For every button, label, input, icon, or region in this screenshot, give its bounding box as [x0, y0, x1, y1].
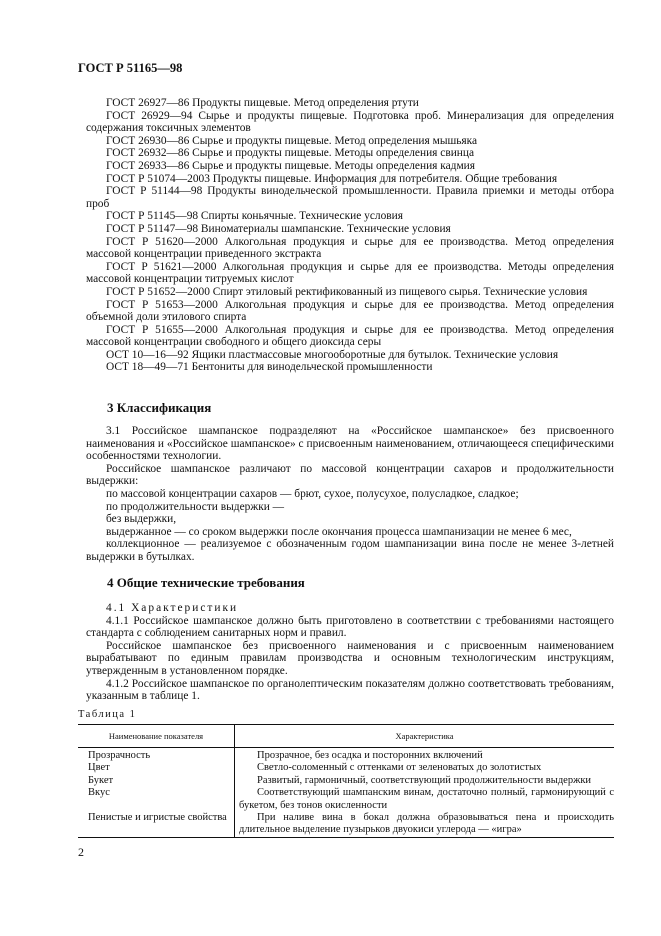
section-4-heading: 4 Общие технические требования [107, 575, 305, 590]
table-cell: Соответствующий шампанским винам, достаточно полный, гармонирующий с букетом, без тонов окисленности [239, 787, 614, 811]
reference-item: ГОСТ Р 51144—98 Продукты винодельческой промышленности. Правила приемки и методы отбора проб [86, 185, 614, 210]
table-row [78, 775, 614, 787]
table-cell: Вкус [78, 787, 235, 812]
paragraph: 4.1.2 Российское шампанское по органолептическим показателям должно соответствовать требованиям, указанным в таблице 1. [86, 677, 614, 703]
table-cell: Прозрачность [78, 748, 235, 763]
table-cell: Цвет [78, 762, 235, 774]
page-number: 2 [78, 845, 84, 859]
paragraph: Российское шампанское без присвоенного наименования и с присвоенным наименованием вырабатывают по единым правилам производства и основным технологическим инструкциям, утвержденным в установленном порядке. [86, 639, 614, 677]
reference-item: ГОСТ Р 51620—2000 Алкогольная продукция и сырье для ее производства. Метод определения массовой концентрации приведенного экстракта [86, 235, 614, 261]
table-header: Характеристика [235, 725, 615, 748]
paragraph: выдержанное — со сроком выдержки после окончания процесса шампанизации не менее 6 мес, [106, 525, 572, 538]
paragraph: 4.1.1 Российское шампанское должно быть приготовлено в соответствии с требованиями настоящего стандарта с соблюдением санитарных норм и правил. [86, 614, 614, 640]
table-row [78, 762, 614, 774]
subheading: 4.1 Характеристики [106, 602, 239, 614]
table-cell: Пенистые и игристые свойства [78, 812, 235, 837]
section-4-body [86, 602, 614, 703]
reference-item: ГОСТ Р 51653—2000 Алкогольная продукция и сырье для ее производства. Метод определения объемной доли этилового спирта [86, 298, 614, 324]
table-cell: Букет [78, 775, 235, 787]
reference-item: ГОСТ Р 51652—2000 Спирт этиловый ректификованный из пищевого сырья. Технические условия [106, 285, 588, 298]
table-header: Наименование показателя [78, 725, 235, 748]
table-row [78, 787, 614, 812]
reference-item: ГОСТ Р 51074—2003 Продукты пищевые. Информация для потребителя. Общие требования [106, 172, 558, 185]
reference-item: ГОСТ 26927—86 Продукты пищевые. Метод определения ртути [106, 97, 419, 109]
table-row [78, 812, 614, 837]
references-list [86, 97, 614, 374]
table-cell: Развитый, гармоничный, соответствующий продолжительности выдержки [257, 774, 592, 786]
running-header: ГОСТ Р 51165—98 [78, 61, 183, 75]
paragraph: Российское шампанское различают по массовой концентрации сахаров и продолжительности выдержки: [86, 462, 614, 488]
paragraph: по массовой концентрации сахаров — брют, сухое, полусухое, полусладкое, сладкое; [106, 487, 519, 500]
table-cell: Прозрачное, без осадка и посторонних включений [257, 750, 483, 761]
reference-item: ГОСТ Р 51147—98 Виноматериалы шампанские. Технические условия [106, 222, 451, 235]
reference-item: ГОСТ 26929—94 Сырье и продукты пищевые. Подготовка проб. Минерализация для определения содержания токсичных элементов [86, 109, 614, 135]
reference-item: ОСТ 18—49—71 Бентониты для винодельческой промышленности [106, 361, 433, 374]
reference-item: ГОСТ Р 51621—2000 Алкогольная продукция и сырье для ее производства. Методы определения массовой концентрации титруемых кислот [86, 260, 614, 286]
reference-item: ГОСТ 26933—86 Сырье и продукты пищевые. Методы определения кадмия [106, 159, 476, 172]
table-cell: Светло-соломенный с оттенками от зеленоватых до золотистых [257, 762, 542, 774]
paragraph: коллекционное — реализуемое с обозначенным годом шампанизации вина после не менее 3-летней выдержки в бутылках. [86, 538, 614, 563]
reference-item: ГОСТ 26932—86 Сырье и продукты пищевые. Методы определения свинца [106, 147, 475, 160]
reference-item: ГОСТ Р 51655—2000 Алкогольная продукция и сырье для ее производства. Метод определения массовой концентрации свободного и общего диоксида серы [86, 323, 614, 349]
section-3-body [86, 425, 614, 564]
section-3-heading: 3 Классификация [107, 400, 212, 415]
reference-item: ГОСТ Р 51145—98 Спирты коньячные. Технические условия [106, 210, 403, 223]
paragraph: 3.1 Российское шампанское подразделяют на «Российское шампанское» без присвоенного наименования и «Российское шампанское» с присвоенным наименованием, отличающееся специфическими особенностями технологии. [86, 425, 614, 463]
table-caption: Таблица 1 [78, 709, 137, 720]
paragraph: без выдержки, [106, 513, 177, 526]
table-row [78, 748, 614, 763]
organoleptic-table [78, 724, 614, 838]
paragraph: по продолжительности выдержки — [106, 500, 285, 513]
reference-item: ОСТ 10—16—92 Ящики пластмассовые многооборотные для бутылок. Технические условия [106, 348, 559, 361]
reference-item: ГОСТ 26930—86 Сырье и продукты пищевые. Метод определения мышьяка [106, 134, 478, 147]
table-cell: При наливе вина в бокал должна образовываться пена и происходить длительное выделение пузырьков двуокиси углерода — «игра» [235, 812, 615, 837]
